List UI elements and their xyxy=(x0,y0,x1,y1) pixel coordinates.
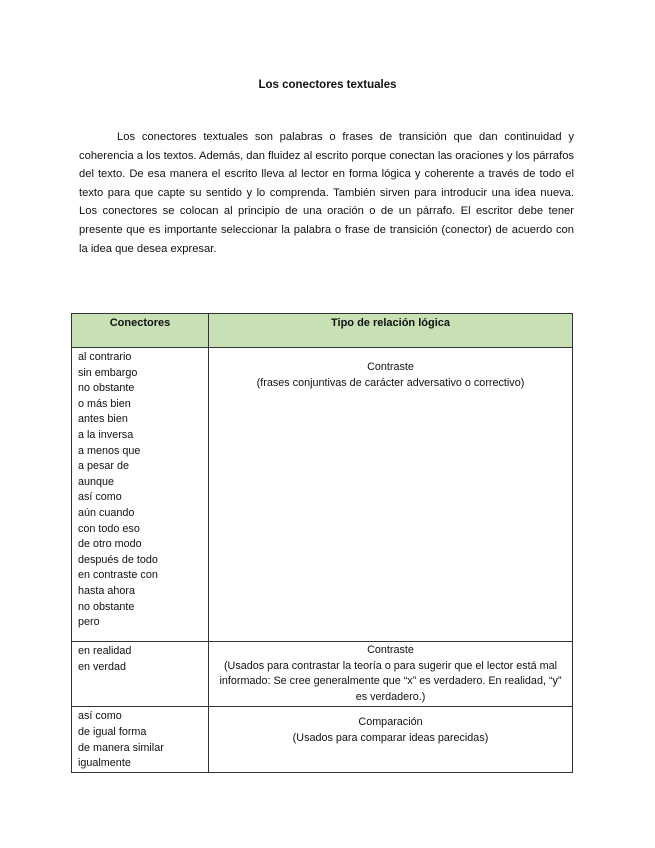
relation-type: Contraste xyxy=(367,361,414,373)
connector-item: antes bien xyxy=(78,413,128,426)
connector-item: en realidad xyxy=(78,645,132,657)
table-header-row xyxy=(72,314,573,348)
relation-detail: (frases conjuntivas de carácter adversativo o correctivo) xyxy=(256,376,525,389)
relation-cell xyxy=(209,348,573,642)
connector-item: de otro modo xyxy=(78,538,142,551)
document-title: Los conectores textuales xyxy=(258,79,397,91)
intro-paragraph xyxy=(79,128,574,258)
table-row xyxy=(72,348,573,642)
relation-cell xyxy=(209,707,573,772)
connector-item: no obstante xyxy=(78,382,135,395)
connectors-cell xyxy=(72,642,209,707)
connectors-cell xyxy=(72,707,209,772)
connector-item: o más bien xyxy=(78,397,131,410)
connector-item: con todo eso xyxy=(78,522,140,535)
connector-item: sin embargo xyxy=(78,366,138,379)
header-tipo-relacion: Tipo de relación lógica xyxy=(209,314,573,348)
connector-item: así como xyxy=(78,491,122,504)
connector-item: en contraste con xyxy=(78,569,158,582)
connectors-table xyxy=(71,313,573,773)
table-row xyxy=(72,707,573,772)
connectors-cell xyxy=(72,348,209,642)
connector-item: aún cuando xyxy=(78,506,135,519)
table-row xyxy=(72,642,573,707)
connector-item: a menos que xyxy=(78,444,141,457)
connector-item: a pesar de xyxy=(78,460,130,473)
connector-item: aunque xyxy=(78,475,115,488)
intro-text: Los conectores textuales son palabras o frases de transición que dan continuidad y coherencia a los textos. Además, dan fluidez al escrito porque conectan las oraciones y los párrafos del texto. De esa manera el escrito lleva al lector en forma lógica y coherente a través de todo el texto para que capte su sentido y lo comprenda. También sirven para introducir una idea nueva. Los conectores se colocan al principio de una oración o de un párrafo. El escritor debe tener presente que es importante seleccionar la palabra o frase de transición (conector) de acuerdo con la idea que desea expresar. xyxy=(79,131,575,255)
connector-item: igualmente xyxy=(78,757,131,770)
header-conectores: Conectores xyxy=(72,314,209,348)
relation-cell xyxy=(209,642,573,707)
connector-item: de manera similar xyxy=(78,741,164,754)
connector-item: hasta ahora xyxy=(78,584,136,597)
relation-detail: (Usados para contrastar la teoría o para sugerir que el lector está mal informado: Se cree generalmente que “x” es verdadero. En realidad, “y” es verdadero.) xyxy=(219,659,562,703)
connector-item: al contrario xyxy=(78,351,132,363)
relation-detail: (Usados para comparar ideas parecidas) xyxy=(292,731,489,744)
connector-item: así como xyxy=(78,710,122,723)
relation-type: Contraste xyxy=(367,644,414,656)
relation-type: Comparación xyxy=(358,716,423,729)
connector-item: de igual forma xyxy=(78,725,147,738)
connector-item: a la inversa xyxy=(78,428,134,441)
connector-item: en verdad xyxy=(78,660,127,673)
connector-item: pero xyxy=(78,616,100,629)
connector-item: no obstante xyxy=(78,600,135,613)
connector-item: después de todo xyxy=(78,553,158,566)
